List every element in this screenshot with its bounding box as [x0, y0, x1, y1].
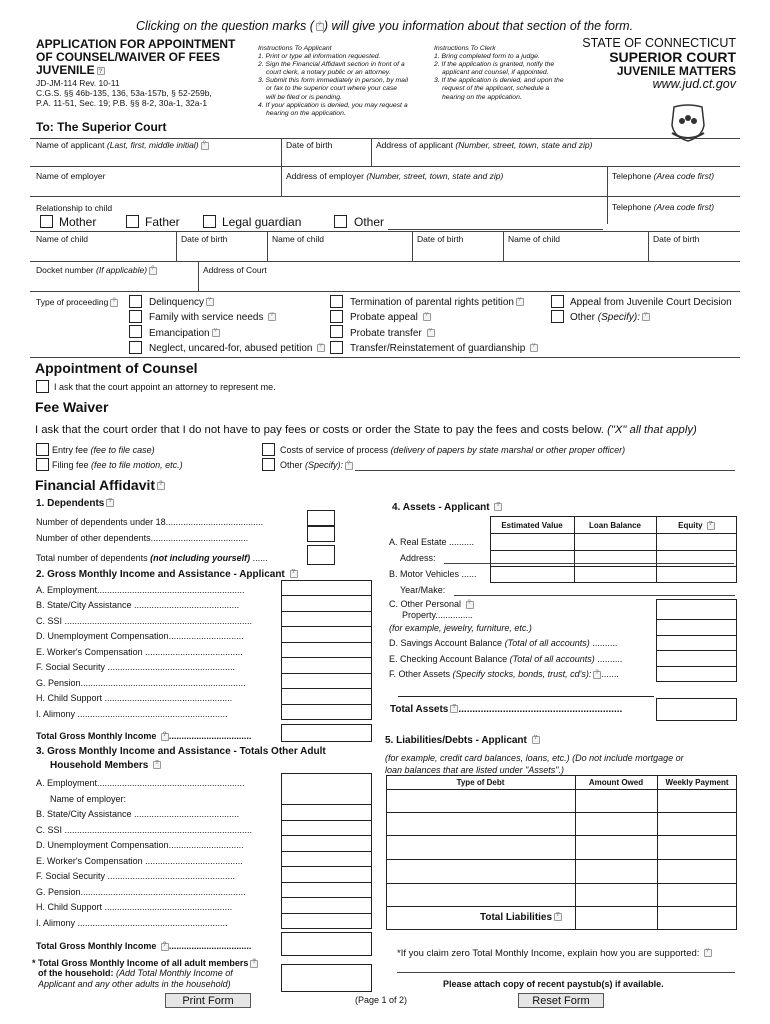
col-equity: Equity ? — [656, 521, 737, 530]
entry-fee-label: Entry fee (fee to file case) — [52, 445, 155, 455]
proc-appeal-checkbox[interactable] — [551, 295, 564, 308]
child-name-label: Name of child — [272, 234, 324, 244]
real-estate-label: A. Real Estate .......... — [389, 537, 475, 547]
help-icon[interactable] — [530, 344, 538, 352]
proceeding-label: Type of proceeding? — [36, 297, 118, 307]
dep-other-input[interactable] — [307, 526, 335, 542]
other-relationship-checkbox[interactable] — [334, 215, 347, 228]
income-item: G. Pension.................................................................. — [36, 678, 246, 688]
help-icon[interactable] — [110, 299, 118, 307]
legal-guardian-label: Legal guardian — [222, 215, 302, 229]
help-icon[interactable] — [106, 499, 114, 507]
fee-waiver-heading: Fee Waiver — [35, 399, 109, 415]
help-icon[interactable] — [532, 736, 540, 744]
telephone-label: Telephone (Area code first) — [612, 171, 715, 181]
proc-delinquency-checkbox[interactable] — [129, 295, 142, 308]
income-item: F. Social Security ................................................... — [36, 662, 236, 672]
help-icon[interactable] — [268, 313, 276, 321]
proc-emancipation-label: Emancipation? — [149, 328, 220, 339]
dep-total-input[interactable] — [307, 545, 335, 565]
employer-label: Name of employer — [36, 171, 106, 181]
form-title: APPLICATION FOR APPOINTMENT OF COUNSEL/WAIVER OF FEES JUVENILE? — [36, 38, 235, 77]
other-personal-label: C. Other Personal ? — [389, 599, 474, 609]
proc-probate-transfer-checkbox[interactable] — [330, 325, 343, 338]
proc-probate-appeal-checkbox[interactable] — [330, 310, 343, 323]
help-icon[interactable] — [554, 913, 562, 921]
proc-appeal-label: Appeal from Juvenile Court Decision — [570, 297, 732, 308]
total-assets-input[interactable] — [656, 698, 737, 721]
dependents-heading: 1. Dependents? — [36, 498, 114, 509]
savings-label: D. Savings Account Balance (Total of all accounts) .......... — [389, 638, 618, 648]
other-income-item: E. Worker's Compensation ....................................... — [36, 856, 243, 866]
income-total-input[interactable] — [281, 724, 372, 742]
costs-label: Costs of service of process (delivery of papers by state marshal or other proper officer) — [280, 445, 626, 455]
court-address-label: Address of Court — [203, 265, 267, 275]
help-icon[interactable] — [290, 570, 298, 578]
help-icon[interactable] — [704, 949, 712, 957]
court-header: STATE OF CONNECTICUT SUPERIOR COURT JUVENILE MATTERS www.jud.ct.gov — [582, 36, 736, 91]
help-icon[interactable] — [212, 329, 220, 337]
all-total-input[interactable] — [281, 964, 372, 992]
income-item: C. SSI ........................................................................... — [36, 616, 253, 626]
income-item: A. Employment........................................................... — [36, 585, 245, 595]
other-income-item: G. Pension.................................................................. — [36, 887, 246, 897]
filing-fee-checkbox[interactable] — [36, 458, 49, 471]
other-household-heading2: Household Members ? — [50, 760, 161, 771]
child-dob-label: Date of birth — [181, 234, 228, 244]
proc-fwsn-label: Family with service needs ? — [149, 312, 276, 323]
help-icon[interactable] — [642, 313, 650, 321]
applicant-name-input[interactable] — [36, 150, 279, 164]
zero-income-label: *If you claim zero Total Monthly Income, explain how you are supported: ? — [397, 948, 712, 959]
other-relationship-label: Other — [354, 215, 385, 229]
proc-delinquency-label: Delinquency? — [149, 297, 214, 308]
help-icon[interactable] — [317, 344, 325, 352]
help-icon[interactable] — [427, 329, 435, 337]
help-icon[interactable] — [494, 503, 502, 511]
total-liabilities-label: Total Liabilities? — [480, 912, 562, 923]
applicant-address-label: Address of applicant (Number, street, town, state and zip) — [376, 140, 593, 150]
income-input-column[interactable] — [281, 580, 372, 720]
other-income-item: H. Child Support ................................................... — [36, 902, 233, 912]
liabilities-note2: loan balances that are listed under "Assets".) — [385, 765, 564, 775]
child-name-label: Name of child — [508, 234, 560, 244]
relationship-label: Relationship to child — [36, 203, 113, 213]
help-icon[interactable] — [316, 23, 324, 31]
help-icon[interactable] — [466, 601, 474, 609]
counsel-text: I ask that the court appoint an attorney to represent me. — [54, 382, 276, 392]
other-fee-checkbox[interactable] — [262, 458, 275, 471]
telephone2-label: Telephone (Area code first) — [612, 202, 715, 212]
instructions-clerk: Instructions To Clerk 1. Bring completed form to a judge. 2. If the application is granted, notify the applicant and counsel, if appointed. 3. If the application is denied, and upon the request of the applicant, schedule a hearing on the application. — [434, 45, 564, 101]
counsel-checkbox[interactable] — [36, 380, 49, 393]
help-icon[interactable] — [423, 313, 431, 321]
employer-address-label: Address of employer (Number, street, town, state and zip) — [286, 171, 504, 181]
page-number: (Page 1 of 2) — [355, 995, 408, 1005]
liabilities-note: (for example, credit card balances, loans, etc.) (Do not include mortgage or — [385, 753, 684, 763]
total-assets-label: Total Assets? ........................................................... — [390, 704, 652, 715]
mother-checkbox[interactable] — [40, 215, 53, 228]
father-label: Father — [145, 215, 180, 229]
state-seal-icon — [666, 103, 710, 143]
other-fee-label: Other (Specify):? — [280, 460, 353, 470]
other-income-item: B. State/City Assistance .......................................... — [36, 809, 240, 819]
dob-label: Date of birth — [286, 140, 333, 150]
help-icon[interactable] — [707, 522, 715, 530]
proc-probate-appeal-label: Probate appeal ? — [350, 312, 431, 323]
liabilities-heading: 5. Liabilities/Debts - Applicant ? — [385, 735, 540, 746]
motor-vehicles-label: B. Motor Vehicles ...... — [389, 569, 477, 579]
divider — [30, 138, 740, 139]
proc-tpr-checkbox[interactable] — [330, 295, 343, 308]
help-icon[interactable] — [450, 705, 458, 713]
proc-fwsn-checkbox[interactable] — [129, 310, 142, 323]
income-item: I. Alimony ............................................................ — [36, 709, 228, 719]
col-type-of-debt: Type of Debt — [456, 778, 505, 787]
income-item: D. Unemployment Compensation.............................. — [36, 631, 244, 641]
other-total-label: Total Gross Monthly Income ? ................................. — [36, 941, 276, 951]
property-label: Property............... — [402, 610, 473, 620]
other-income-item: A. Employment........................................................... — [36, 778, 245, 788]
all-total-label: * Total Gross Monthly Income of all adult members? — [32, 958, 258, 968]
dep-total-label: Total number of dependents (not including yourself) ...... — [36, 553, 268, 563]
help-icon[interactable] — [157, 482, 165, 490]
proc-other-label: Other (Specify):? — [570, 312, 650, 323]
income-item: H. Child Support ................................................... — [36, 693, 233, 703]
affidavit-heading: Financial Affidavit? — [35, 477, 165, 493]
other-personal-example: (for example, jewelry, furniture, etc.) — [389, 623, 532, 633]
zero-income-input[interactable] — [397, 972, 735, 973]
other-fee-input[interactable] — [355, 470, 735, 471]
proc-guardianship-checkbox[interactable] — [330, 341, 343, 354]
child-dob-label: Date of birth — [417, 234, 464, 244]
father-checkbox[interactable] — [126, 215, 139, 228]
col-amount-owed: Amount Owed — [588, 778, 644, 787]
proc-neglect-label: Neglect, uncared-for, abused petition ? — [149, 343, 325, 354]
help-icon[interactable] — [161, 943, 169, 951]
proc-guardianship-label: Transfer/Reinstatement of guardianship ? — [350, 343, 538, 354]
proc-other-checkbox[interactable] — [551, 310, 564, 323]
to-court: To: The Superior Court — [36, 120, 167, 134]
help-icon[interactable] — [97, 67, 105, 75]
other-income-item: Name of employer: — [50, 794, 127, 804]
dep-under-label: Number of dependents under 18....................................... — [36, 517, 264, 527]
help-icon[interactable] — [516, 298, 524, 306]
income-total-label: Total Gross Monthly Income ? ................................. — [36, 731, 276, 741]
filing-fee-label: Filing fee (fee to file motion, etc.) — [52, 460, 183, 470]
year-make-label: Year/Make: — [400, 585, 446, 595]
proc-emancipation-checkbox[interactable] — [129, 325, 142, 338]
help-icon[interactable] — [149, 267, 157, 275]
counsel-heading: Appointment of Counsel — [35, 360, 198, 376]
assets-heading: 4. Assets - Applicant ? — [392, 502, 502, 513]
income-item: B. State/City Assistance .......................................... — [36, 600, 240, 610]
top-notice: Clicking on the question marks (? ) will give you information about that section of the form. — [136, 19, 633, 33]
applicant-name-label: Name of applicant (Last, first, middle initial)? — [36, 140, 209, 150]
help-icon[interactable] — [250, 960, 258, 968]
checking-label: E. Checking Account Balance (Total of all accounts) .......... — [389, 654, 623, 664]
help-icon[interactable] — [201, 142, 209, 150]
reset-form-button[interactable]: Reset Form — [518, 993, 604, 1008]
all-total-label2: of the household: (Add Total Monthly Income of — [38, 968, 233, 978]
entry-fee-checkbox[interactable] — [36, 443, 49, 456]
help-icon[interactable] — [206, 298, 214, 306]
instructions-applicant: Instructions To Applicant 1. Print or type all information requested. 2. Sign the Financial Affidavit section in front of a court clerk, a notary public or an attorney. 3. Submit this form immediately in person, by mail or fax to the superior court where your case will be filed or is pending. 4. If your application is denied, you may request a hearing on the application. — [258, 45, 408, 117]
form-citation: JD-JM-114 Rev. 10-11 C.G.S. §§ 46b-135, 136, 53a-157b, § 52-259b, P.A. 11-51, Sec. 19; P.B. §§ 8-2, 30a-1, 32a-1 — [36, 78, 212, 108]
print-form-button[interactable]: Print Form — [165, 993, 251, 1008]
assets-equity-column[interactable] — [656, 599, 737, 682]
other-total-input[interactable] — [281, 932, 372, 956]
costs-checkbox[interactable] — [262, 443, 275, 456]
docket-label: Docket number (If applicable)? — [36, 265, 157, 275]
all-total-label3: Applicant and any other adults in the household) — [38, 979, 231, 989]
other-income-item: D. Unemployment Compensation.............................. — [36, 840, 244, 850]
other-assets-label: F. Other Assets (Specify stocks, bonds, trust, cd's):? ....... — [389, 669, 655, 679]
col-weekly-payment: Weekly Payment — [665, 778, 729, 787]
help-icon[interactable] — [593, 671, 601, 679]
col-estimated-value: Estimated Value — [501, 521, 563, 530]
proc-tpr-label: Termination of parental rights petition? — [350, 297, 524, 308]
paystub-note: Please attach copy of recent paystub(s) if available. — [443, 979, 664, 989]
help-icon[interactable] — [153, 761, 161, 769]
other-income-item: C. SSI ........................................................................... — [36, 825, 253, 835]
other-relationship-input[interactable] — [388, 229, 603, 230]
fee-waiver-text: I ask that the court order that I do not have to pay fees or costs or order the State to pay the fees and costs below. ("X" all that apply) — [35, 424, 697, 436]
income-item: E. Worker's Compensation ....................................... — [36, 647, 243, 657]
proc-neglect-checkbox[interactable] — [129, 341, 142, 354]
help-icon[interactable] — [161, 733, 169, 741]
other-household-heading: 3. Gross Monthly Income and Assistance - Totals Other Adult — [36, 746, 326, 757]
dep-other-label: Number of other dependents....................................... — [36, 533, 249, 543]
address-label: Address: — [400, 553, 436, 563]
other-income-item: I. Alimony ............................................................ — [36, 918, 228, 928]
other-income-item: F. Social Security ................................................... — [36, 871, 236, 881]
col-loan-balance: Loan Balance — [588, 521, 641, 530]
income-heading: 2. Gross Monthly Income and Assistance - Applicant ? — [36, 569, 298, 580]
child-dob-label: Date of birth — [653, 234, 700, 244]
help-icon[interactable] — [345, 462, 353, 470]
proc-probate-transfer-label: Probate transfer ? — [350, 328, 435, 339]
mother-label: Mother — [59, 215, 97, 229]
child-name-label: Name of child — [36, 234, 88, 244]
legal-guardian-checkbox[interactable] — [203, 215, 216, 228]
dep-under-input[interactable] — [307, 510, 335, 526]
